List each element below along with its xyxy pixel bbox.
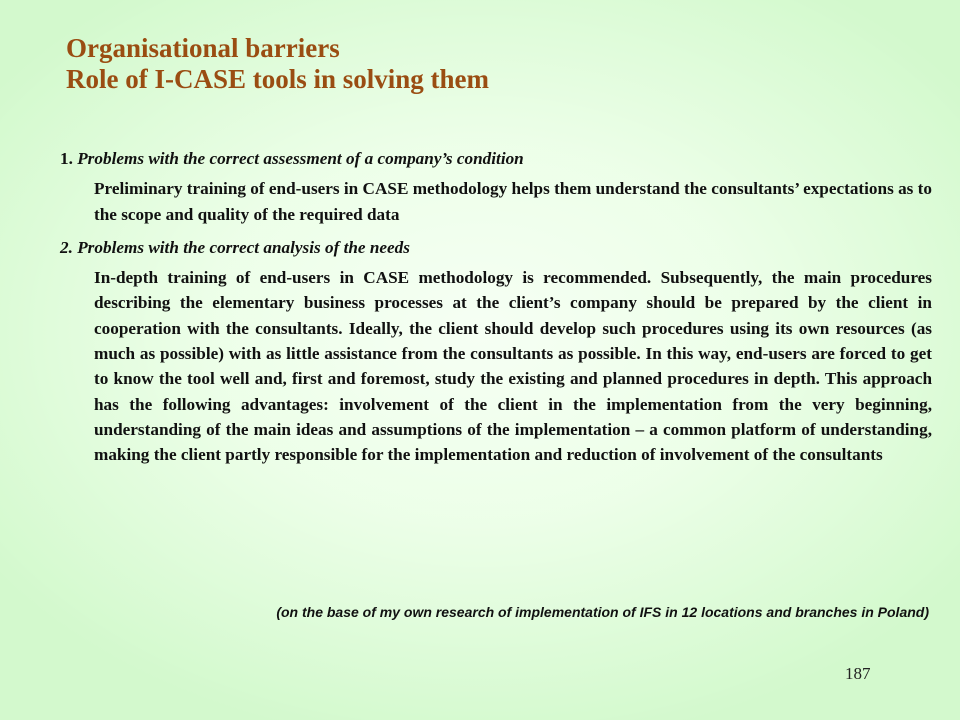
section-number-1: 1. — [60, 149, 73, 168]
section-heading-1 — [60, 146, 932, 171]
section-body-1: Preliminary training of end-users in CASE methodology helps them understand the consultants’ expectations as to the scope and quality of the required data — [94, 179, 932, 224]
section-number-2: 2. — [60, 237, 73, 257]
section-heading-text-2: Problems with the correct analysis of the needs — [77, 237, 410, 257]
source-note: (on the base of my own research of implementation of IFS in 12 locations and branches in Poland) — [276, 604, 929, 620]
page-number: 187 — [845, 664, 871, 683]
slide-content — [60, 146, 932, 474]
slide-title — [66, 33, 926, 95]
section-heading-2 — [60, 235, 932, 260]
title-line-2: Role of I-CASE tools in solving them — [66, 64, 490, 94]
section-heading-text-1: Problems with the correct assessment of a company’s condition — [77, 149, 524, 168]
section-body-2: In-depth training of end-users in CASE methodology is recommended. Subsequently, the main procedures describing the elementary business processes at the client’s company should be prepared by the client in cooperation with the consultants. Ideally, the client should develop such procedures using its own resources (as much as possible) with as little assistance from the consultants as possible. In this way, end-users are forced to get to know the tool well and, first and foremost, study the existing and planned procedures in depth. This approach has the following advantages: involvement of the client in the implementation from the very beginning, understanding of the main ideas and assumptions of the implementation – a common platform of understanding, making the client partly responsible for the implementation and reduction of involvement of the consultants — [94, 268, 932, 465]
title-line-1: Organisational barriers — [66, 33, 340, 63]
